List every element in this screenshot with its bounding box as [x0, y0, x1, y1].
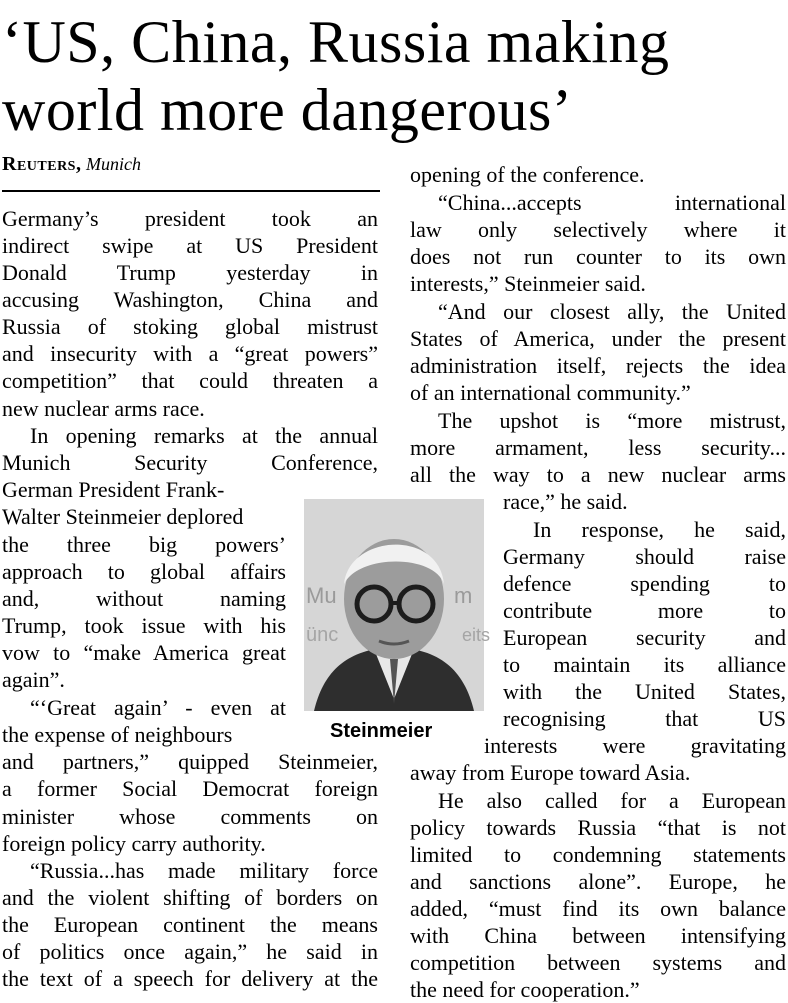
article-line: Trump, took issue with his — [2, 613, 286, 638]
article-line: vow to “make America great — [2, 640, 286, 665]
article-line: a former Social Democrat foreign — [2, 776, 378, 801]
portrait-illustration — [304, 499, 491, 711]
byline — [2, 152, 141, 176]
article-line: the three big powers’ — [2, 532, 286, 557]
article-line: more armament, less security... — [410, 435, 786, 460]
article-line: foreign policy carry authority. — [2, 831, 266, 856]
article-line: of an international community.” — [410, 380, 691, 405]
article-line: “China...accepts international — [438, 190, 786, 215]
svg-text:Mu: Mu — [306, 583, 337, 608]
article-line: contribute more to — [503, 598, 786, 623]
article-line: In opening remarks at the annual — [30, 423, 378, 448]
article-line: policy towards Russia “that is not — [410, 815, 786, 840]
article-line: approach to global affairs — [2, 559, 286, 584]
article-line: Russia of stoking global mistrust — [2, 314, 378, 339]
article-line: competition between systems and — [410, 950, 786, 975]
article-line: race,” he said. — [503, 489, 628, 514]
article-line: “Russia...has made military force — [30, 858, 378, 883]
article-line: defence spending to — [503, 571, 786, 596]
article-line: He also called for a European — [438, 788, 786, 813]
article-line: limited to condemning statements — [410, 842, 786, 867]
article-line: The upshot is “more mistrust, — [438, 408, 786, 433]
article-line: to maintain its alliance — [503, 652, 786, 677]
byline-agency: Reuters, — [2, 153, 82, 175]
article-line: and insecurity with a “great powers” — [2, 341, 378, 366]
headline-line-1: ‘US, China, Russia making — [2, 9, 670, 75]
headline — [2, 8, 788, 144]
article-line: accusing Washington, China and — [2, 287, 378, 312]
article-line: minister whose comments on — [2, 804, 378, 829]
article-line: Walter Steinmeier deplored — [2, 504, 244, 529]
article-line: of politics once again,” he said in — [2, 939, 378, 964]
article-line: interests were gravitating — [484, 733, 786, 758]
article-line: In response, he said, — [533, 517, 786, 542]
article-line: competition” that could threaten a — [2, 368, 378, 393]
article-line: the need for cooperation.” — [410, 977, 640, 1002]
article-line: Germany should raise — [503, 544, 786, 569]
article-line: administration itself, rejects the idea — [410, 353, 786, 378]
article-line: again”. — [2, 667, 65, 692]
svg-text:eits: eits — [462, 625, 491, 645]
article-line: “And our closest ally, the United — [438, 299, 786, 324]
article-line: does not run counter to its own — [410, 244, 786, 269]
article-line: indirect swipe at US President — [2, 233, 378, 258]
article-line: and, without naming — [2, 586, 286, 611]
article-line: recognising that US — [503, 706, 786, 731]
article-line: Germany’s president took an — [2, 206, 378, 231]
article-line: Donald Trump yesterday in — [2, 260, 378, 285]
svg-text:ünc: ünc — [306, 624, 339, 646]
steinmeier-photo — [304, 499, 491, 711]
article-line: and the violent shifting of borders on — [2, 885, 378, 910]
article-line: new nuclear arms race. — [2, 396, 205, 421]
article-line: with the United States, — [503, 679, 786, 704]
article-line: the text of a speech for delivery at the — [2, 966, 378, 991]
article-line: law only selectively where it — [410, 217, 786, 242]
article-line: interests,” Steinmeier said. — [410, 271, 646, 296]
article-line: all the way to a new nuclear arms — [410, 462, 786, 487]
article-line: the expense of neighbours — [2, 722, 233, 747]
photo-caption: Steinmeier — [330, 720, 433, 742]
article-line: opening of the conference. — [410, 162, 645, 187]
article-line: German President Frank- — [2, 477, 225, 502]
article-line: European security and — [503, 625, 786, 650]
article-line: “‘Great again’ - even at — [30, 695, 286, 720]
article-line: the European continent the means — [2, 912, 378, 937]
byline-rule — [2, 190, 380, 192]
article-line: added, “must find its own balance — [410, 896, 786, 921]
article-line: away from Europe toward Asia. — [410, 760, 691, 785]
article-line: and partners,” quipped Steinmeier, — [2, 749, 378, 774]
article-line: States of America, under the present — [410, 326, 786, 351]
article-line: with China between intensifying — [410, 923, 786, 948]
svg-text:m: m — [454, 583, 473, 608]
headline-line-2: world more dangerous’ — [2, 77, 573, 143]
byline-place: Munich — [85, 154, 141, 174]
article-line: and sanctions alone”. Europe, he — [410, 869, 786, 894]
article-line: Munich Security Conference, — [2, 450, 378, 475]
